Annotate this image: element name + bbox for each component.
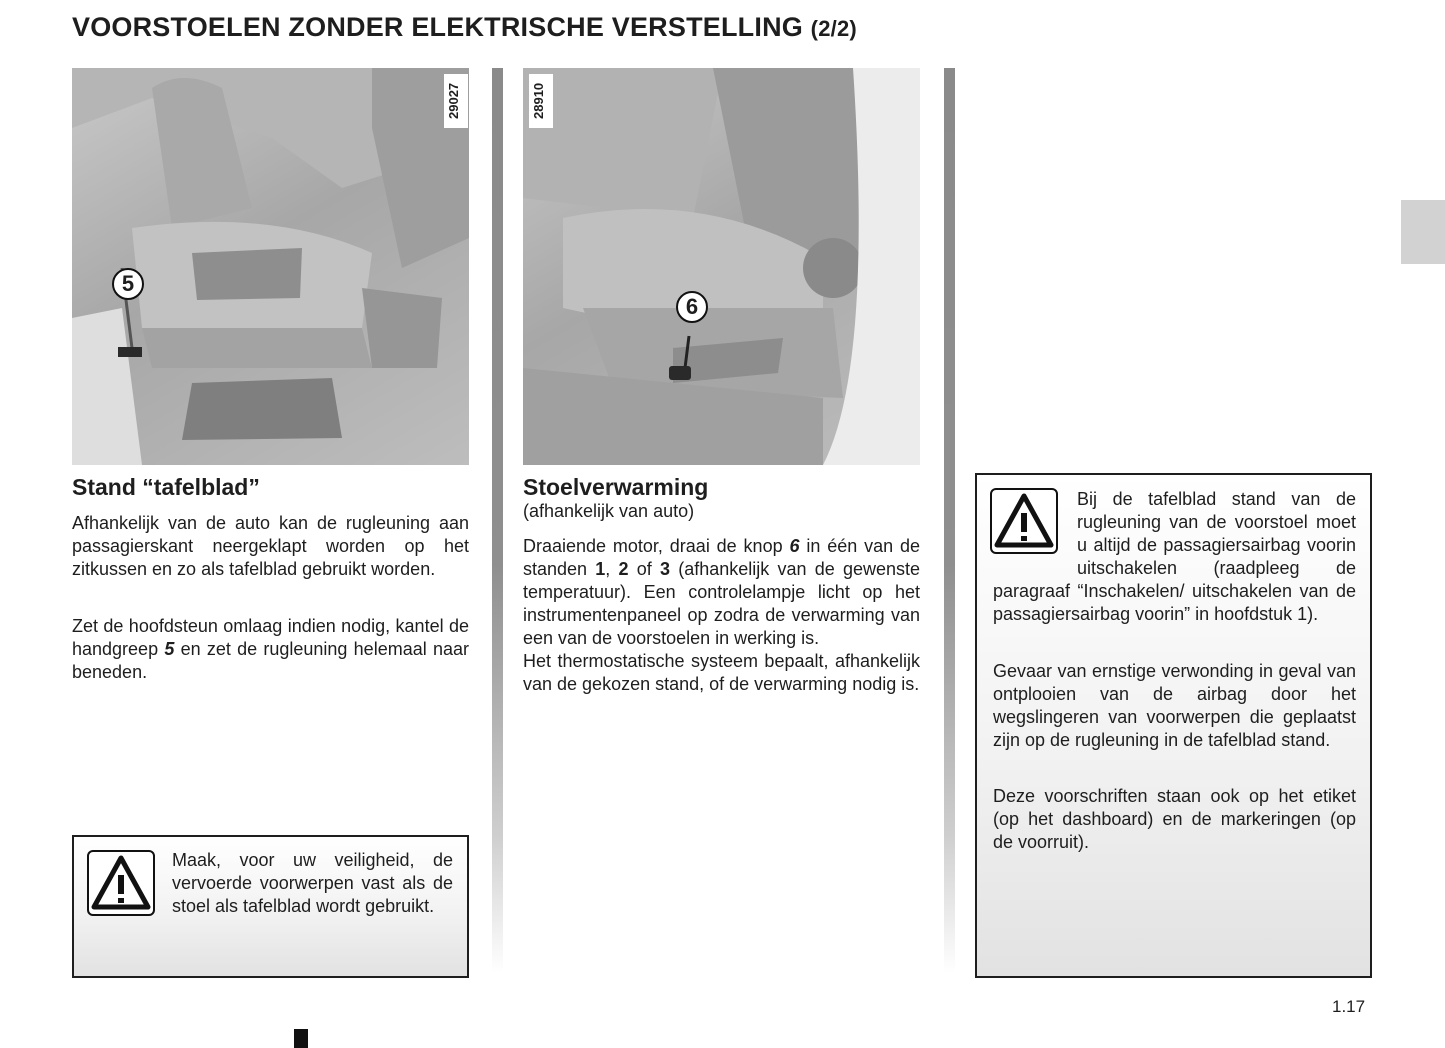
photo-id-left: 29027	[444, 74, 468, 128]
warning-text-airbag-3: Deze voorschriften staan ook op het etiket (op het dashboard) en de markeringen (op de voorruit).	[993, 786, 1356, 852]
warning-text-secure-objects: Maak, voor uw veiligheid, de vervoerde voorwerpen vast als de stoel als tafelblad wordt gebruikt.	[172, 850, 453, 916]
warning-text-airbag-1: Bij de tafelblad stand van de rugleuning van de voorstoel moet u altijd de passagiersairbag voorin uitschakelen (raadpleeg de paragraaf “Inschakelen/ uitschakelen van de passagiersairbag voorin” in hoofdstuk 1).	[993, 489, 1356, 624]
column-divider-right	[944, 68, 955, 973]
callout-5: 5	[112, 268, 144, 300]
photo-seat-table-position	[72, 68, 469, 465]
chapter-tab	[1401, 200, 1445, 264]
paragraph-table-position-1: Afhankelijk van de auto kan de rugleuning aan passagierskant neergeklapt worden op het zitkussen en zo als tafelblad gebruikt worden.	[72, 513, 469, 579]
warning-box-airbag	[975, 473, 1372, 978]
paragraph-seat-heating: Draaiende motor, draai de knop 6 in één van de standen 1, 2 of 3 (afhankelijk van de gewenste temperatuur). Een controlelampje licht op het instrumentenpaneel op zodra de verwarming van een van de voorstoelen in werking is. Het thermostatische systeem bepaalt, afhankelijk van de gekozen stand, of de verwarming nodig is.	[523, 536, 920, 694]
callout-6: 6	[676, 291, 708, 323]
warning-triangle-icon	[87, 850, 155, 916]
heading-table-position: Stand “tafelblad”	[72, 474, 260, 500]
heading-seat-heating: Stoelverwarming	[523, 474, 709, 500]
page-number: 1.17	[1332, 997, 1366, 1016]
paragraph-table-position-2: Zet de hoofdsteun omlaag indien nodig, kantel de handgreep 5 en zet de rugleuning helemaal naar beneden.	[72, 616, 469, 682]
seat-illustration-left	[72, 68, 469, 465]
page-title-suffix: (2/2)	[810, 16, 857, 41]
print-mark	[294, 1029, 308, 1048]
photo-seat-heating	[523, 68, 920, 465]
warning-text-airbag-2: Gevaar van ernstige verwonding in geval van ontplooien van de airbag door het wegslingeren van voorwerpen die geplaatst zijn op de rugleuning in de tafelblad stand.	[993, 661, 1356, 750]
warning-box-secure-objects	[72, 835, 469, 978]
page-title-main: VOORSTOELEN ZONDER ELEKTRISCHE VERSTELLING	[72, 12, 803, 42]
seat-illustration-middle	[523, 68, 920, 465]
column-divider-left	[492, 68, 503, 973]
page-title	[72, 12, 857, 43]
photo-id-middle: 28910	[529, 74, 553, 128]
subheading-seat-heating: (afhankelijk van auto)	[523, 501, 695, 521]
